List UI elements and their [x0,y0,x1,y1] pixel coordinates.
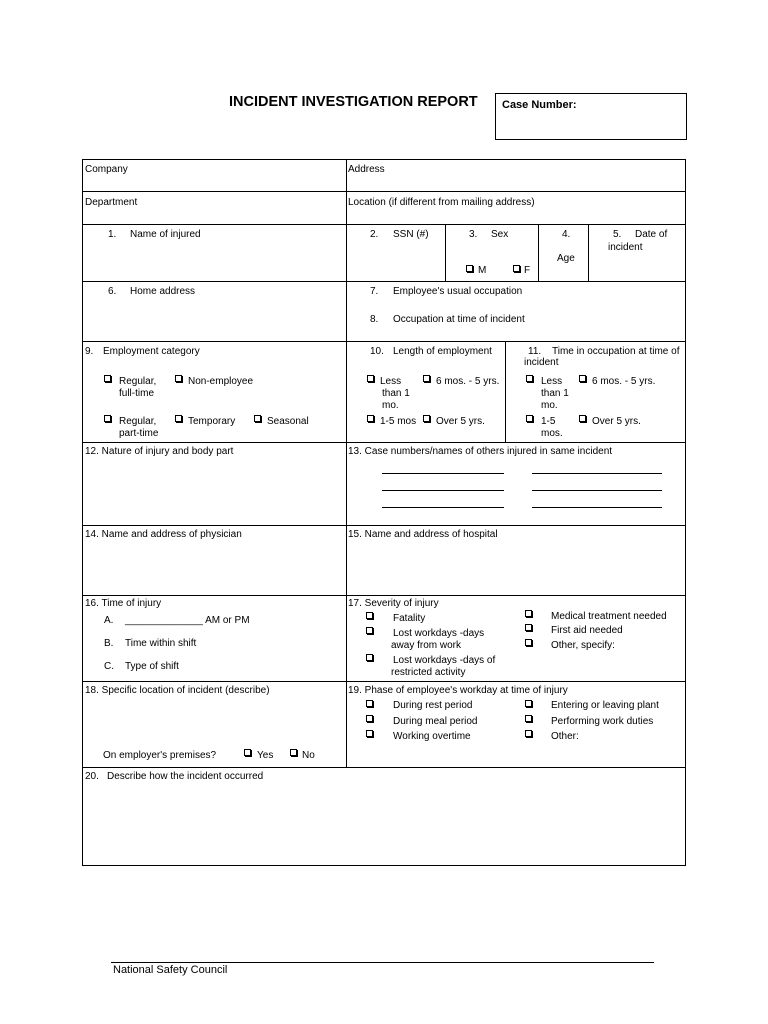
q3-number: 3. [469,229,478,240]
row-divider [83,595,685,596]
employment-6mos-5yrs-checkbox[interactable] [423,375,430,382]
employment-over-5yrs-checkbox[interactable] [423,415,430,422]
premises-label: On employer's premises? [103,750,217,761]
others-injured-line[interactable] [532,490,662,491]
column-divider [346,160,347,767]
entering-leaving-label: Entering or leaving plant [551,700,659,711]
overtime-checkbox[interactable] [366,730,373,737]
physician-label: 14. Name and address of physician [85,529,242,540]
regular-parttime-checkbox[interactable] [104,415,111,422]
row-divider [83,281,685,282]
sex-label: Sex [491,229,509,240]
others-injured-line[interactable] [382,473,504,474]
q10-number: 10. [370,346,384,357]
employment-1-5mos-checkbox[interactable] [367,415,374,422]
premises-yes-label: Yes [257,750,274,761]
date-of-incident-label-2: incident [608,242,643,253]
fatality-label: Fatality [393,613,426,624]
first-aid-label: First aid needed [551,625,623,636]
meal-period-label: During meal period [393,716,478,727]
occupation-over-5yrs-checkbox[interactable] [579,415,586,422]
q4-number: 4. [562,229,571,240]
sex-f-checkbox[interactable] [513,265,520,272]
lost-workdays-restricted-label: Lost workdays -days of [393,655,496,666]
lost-workdays-away-label: Lost workdays -days [393,628,485,639]
entering-leaving-checkbox[interactable] [525,700,532,707]
q6-number: 6. [108,286,117,297]
first-aid-checkbox[interactable] [525,624,532,631]
specific-location-label: 18. Specific location of incident (describe) [85,685,270,696]
premises-yes-checkbox[interactable] [244,749,251,756]
lost-workdays-restricted-label-2: restricted activity [391,667,466,678]
company-label: Company [85,164,128,175]
address-label: Address [348,164,385,175]
q9-number: 9. [85,346,94,357]
sex-f-label: F [524,265,531,276]
occupation-less-1mo-checkbox[interactable] [526,375,533,382]
column-divider [588,224,589,281]
temporary-checkbox[interactable] [175,415,182,422]
length-of-employment-label: Length of employment [393,346,492,357]
severity-other-label: Other, specify: [551,640,615,651]
medical-treatment-checkbox[interactable] [525,610,532,617]
non-employee-checkbox[interactable] [175,375,182,382]
others-injured-line[interactable] [532,473,662,474]
employment-6mos-5yrs-label: 6 mos. - 5 yrs. [436,376,500,387]
phase-other-checkbox[interactable] [525,730,532,737]
q16b-letter: B. [104,638,114,649]
row-divider [83,767,685,768]
regular-parttime-label-2: part-time [119,428,159,439]
severity-other-checkbox[interactable] [525,639,532,646]
report-title: INCIDENT INVESTIGATION REPORT [229,94,478,110]
home-address-label: Home address [130,286,196,297]
time-in-occupation-label-2: incident [524,357,559,368]
q2-number: 2. [370,229,379,240]
q5-number: 5. [613,229,622,240]
employment-less-1mo-label-3: mo. [382,400,399,411]
performing-duties-label: Performing work duties [551,716,654,727]
others-injured-line[interactable] [382,490,504,491]
column-divider [505,341,506,442]
seasonal-checkbox[interactable] [254,415,261,422]
regular-fulltime-checkbox[interactable] [104,375,111,382]
q16a-letter: A. [104,615,114,626]
lost-workdays-away-checkbox[interactable] [366,627,373,634]
q16c-letter: C. [104,661,114,672]
phase-other-label: Other: [551,731,579,742]
row-divider [83,442,685,443]
premises-no-checkbox[interactable] [290,749,297,756]
performing-duties-checkbox[interactable] [525,715,532,722]
type-of-shift-label: Type of shift [125,661,179,672]
time-in-occupation-label: Time in occupation at time of [552,346,680,357]
occupation-1-5mos-checkbox[interactable] [526,415,533,422]
time-of-injury-label: 16. Time of injury [85,598,162,609]
q11-number: 11. [528,346,542,357]
q8-number: 8. [370,314,379,325]
others-injured-label: 13. Case numbers/names of others injured in same incident [348,446,613,457]
overtime-label: Working overtime [393,731,471,742]
ssn-label: SSN (#) [393,229,429,240]
location-label: Location (if different from mailing address) [348,197,535,208]
employment-less-1mo-checkbox[interactable] [367,375,374,382]
temporary-label: Temporary [188,416,236,427]
rest-period-label: During rest period [393,700,473,711]
regular-parttime-label: Regular, [119,416,157,427]
case-number-box[interactable] [495,93,687,140]
regular-fulltime-label: Regular, [119,376,157,387]
time-within-shift-label: Time within shift [125,638,197,649]
column-divider [445,224,446,281]
employment-1-5mos-label: 1-5 mos [380,416,417,427]
employment-over-5yrs-label: Over 5 yrs. [436,416,485,427]
occupation-less-1mo-label: Less [541,376,563,387]
seasonal-label: Seasonal [267,416,309,427]
others-injured-line[interactable] [532,507,662,508]
q1-number: 1. [108,229,117,240]
nature-of-injury-label: 12. Nature of injury and body part [85,446,234,457]
premises-no-label: No [302,750,315,761]
lost-workdays-restricted-checkbox[interactable] [366,654,373,661]
employment-less-1mo-label: Less [380,376,402,387]
row-divider [83,525,685,526]
date-of-incident-label: Date of [635,229,668,240]
age-label: Age [557,253,575,264]
row-divider [83,681,685,682]
am-pm-field[interactable]: ______________ AM or PM [125,615,250,626]
occupation-1-5mos-label: 1-5 [541,416,556,427]
name-of-injured-label: Name of injured [130,229,201,240]
fatality-checkbox[interactable] [366,612,373,619]
sex-m-label: M [478,265,487,276]
medical-treatment-label: Medical treatment needed [551,611,667,622]
regular-fulltime-label-2: full-time [119,388,155,399]
department-label: Department [85,197,138,208]
sex-m-checkbox[interactable] [466,265,473,272]
employment-less-1mo-label-2: than 1 [382,388,410,399]
occupation-less-1mo-label-3: mo. [541,400,558,411]
q7-number: 7. [370,286,379,297]
occupation-over-5yrs-label: Over 5 yrs. [592,416,641,427]
q20-number: 20. [85,771,99,782]
non-employee-label: Non-employee [188,376,254,387]
occupation-6mos-5yrs-checkbox[interactable] [579,375,586,382]
others-injured-line[interactable] [382,507,504,508]
occupation-less-1mo-label-2: than 1 [541,388,569,399]
hospital-label: 15. Name and address of hospital [348,529,498,540]
severity-label: 17. Severity of injury [348,598,439,609]
rest-period-checkbox[interactable] [366,700,373,707]
occupation-at-incident-label: Occupation at time of incident [393,314,525,325]
row-divider [83,341,685,342]
case-number-label: Case Number: [502,99,577,111]
lost-workdays-away-label-2: away from work [391,640,462,651]
row-divider [83,191,685,192]
occupation-1-5mos-label-2: mos. [541,428,563,439]
meal-period-checkbox[interactable] [366,715,373,722]
footer-organization: National Safety Council [113,964,228,976]
column-divider [538,224,539,281]
workday-phase-label: 19. Phase of employee's workday at time of injury [348,685,568,696]
incident-description-label: Describe how the incident occurred [107,771,264,782]
footer-rule [111,962,654,963]
usual-occupation-label: Employee's usual occupation [393,286,523,297]
row-divider [83,224,685,225]
occupation-6mos-5yrs-label: 6 mos. - 5 yrs. [592,376,656,387]
employment-category-label: Employment category [103,346,200,357]
